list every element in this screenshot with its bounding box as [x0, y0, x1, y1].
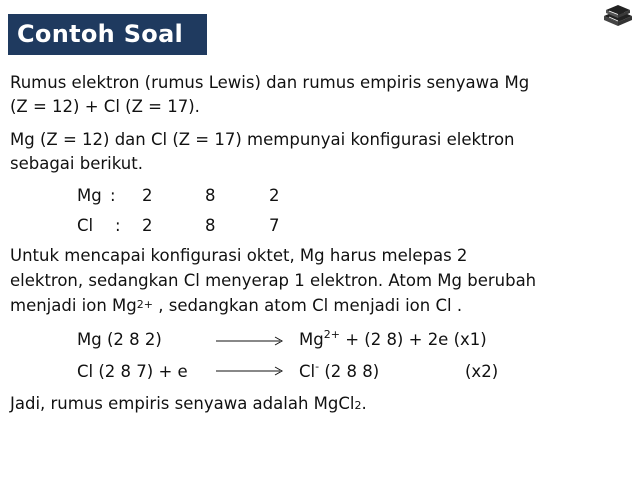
config-value: 2	[142, 186, 153, 205]
conclusion	[10, 393, 367, 417]
paragraph-1-line-1: Rumus elektron (rumus Lewis) dan rumus empiris senyawa Mg	[10, 73, 530, 92]
line-text: menjadi ion Mg	[10, 296, 137, 315]
reaction-multiplier: (x2)	[465, 362, 499, 381]
line-text: .	[451, 296, 463, 315]
config-separator: :	[110, 186, 116, 205]
product-rest: + (2 8) + 2e (x1)	[345, 330, 487, 349]
config-separator: :	[115, 216, 121, 235]
reaction-reactant: Mg (2 8 2)	[77, 330, 162, 349]
paragraph-3-line-2: elektron, sedangkan Cl menyerap 1 elektron. Atom Mg berubah	[10, 271, 537, 290]
book-stack-icon	[600, 2, 636, 28]
config-element: Mg	[77, 186, 102, 205]
paragraph-3-line-3	[10, 295, 462, 319]
reaction-reactant: Cl (2 8 7) + e	[77, 362, 188, 381]
reaction-product	[299, 329, 487, 353]
config-value: 2	[269, 186, 280, 205]
line-text: , sedangkan atom Cl menjadi ion Cl	[153, 296, 452, 315]
config-value: 8	[205, 186, 216, 205]
reaction-arrow-icon	[216, 366, 286, 376]
paragraph-1-line-2: (Z = 12) + Cl (Z = 17).	[10, 97, 200, 116]
config-value: 8	[205, 216, 216, 235]
reaction-product	[299, 361, 379, 385]
conclusion-text: Jadi, rumus empiris senyawa adalah MgCl	[10, 394, 355, 413]
paragraph-3-line-1: Untuk mencapai konfigurasi oktet, Mg harus melepas 2	[10, 246, 468, 265]
config-value: 7	[269, 216, 280, 235]
charge-superscript: 2+	[136, 298, 153, 311]
product-symbol: Cl	[299, 362, 316, 381]
paragraph-2-line-2: sebagai berikut.	[10, 154, 143, 173]
product-rest: (2 8 8)	[324, 362, 380, 381]
conclusion-end: .	[361, 394, 367, 413]
charge-superscript: -	[315, 360, 320, 373]
config-element: Cl	[77, 216, 94, 235]
paragraph-2-line-1: Mg (Z = 12) dan Cl (Z = 17) mempunyai konfigurasi elektron	[10, 130, 515, 149]
product-symbol: Mg	[299, 330, 324, 349]
charge-superscript: 2+	[323, 328, 340, 341]
subscript: 2	[354, 399, 362, 412]
reaction-arrow-icon	[216, 336, 286, 346]
config-value: 2	[142, 216, 153, 235]
page-title: Contoh Soal	[8, 14, 207, 55]
